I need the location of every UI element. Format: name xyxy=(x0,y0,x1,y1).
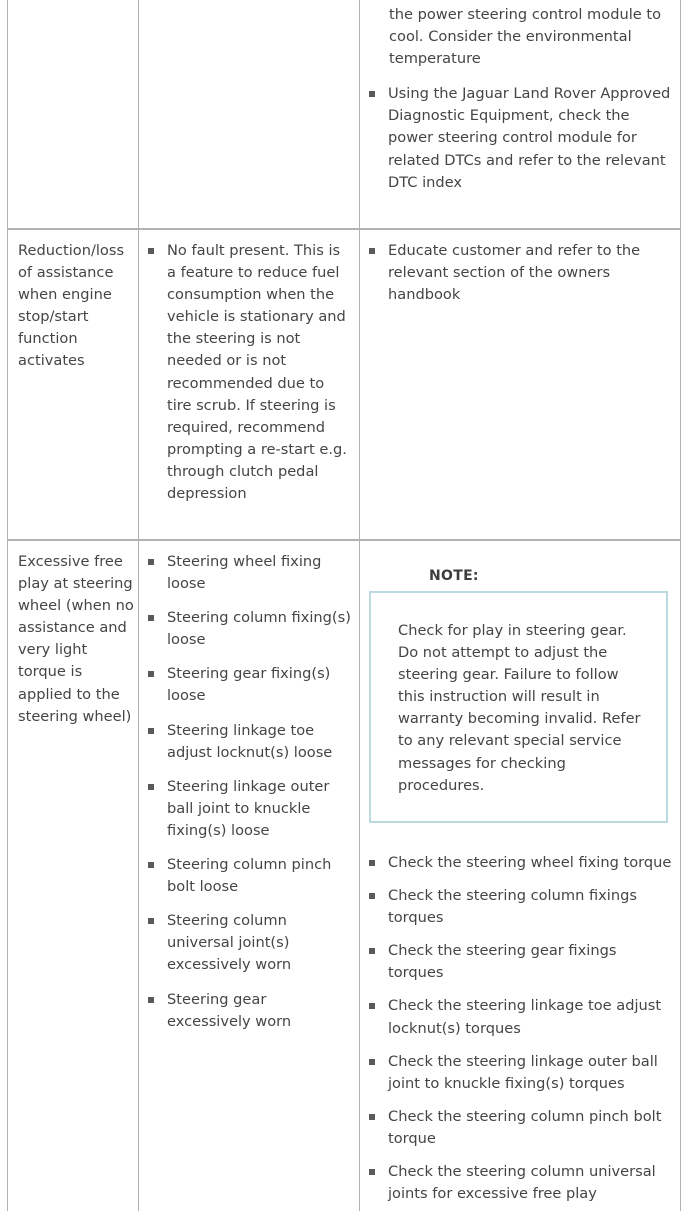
action-cell xyxy=(367,240,672,318)
action-cell xyxy=(367,852,676,1216)
condition-cell: Excessive free play at steering wheel (when no assistance and very light torque is applied to the steering wheel) xyxy=(18,553,134,725)
action-cell xyxy=(367,4,672,206)
row-divider-1 xyxy=(7,228,681,230)
condition-cell: Reduction/loss of assistance when engine stop/start function activates xyxy=(18,242,125,370)
list-item: Check the steering wheel fixing torque xyxy=(367,852,676,874)
list-item: Educate customer and refer to the relevant section of the owners handbook xyxy=(367,240,672,306)
list-item: Check the steering gear fixings torques xyxy=(367,940,676,984)
list-item: Check the steering column pinch bolt torque xyxy=(367,1106,676,1150)
row-divider-2 xyxy=(7,539,681,541)
note-text: Check for play in steering gear. Do not attempt to adjust the steering gear. Failure to follow this instruction will result in warranty becoming invalid. Refer to any relevant special service messages for checking procedures. xyxy=(398,622,641,794)
list-item: Steering gear fixing(s) loose xyxy=(146,663,352,707)
list-item: Steering linkage toe adjust locknut(s) loose xyxy=(146,720,352,764)
list-item: Steering gear excessively worn xyxy=(146,989,352,1033)
list-item: Check the steering linkage outer ball joint to knuckle fixing(s) torques xyxy=(367,1051,676,1095)
list-item: Steering column fixing(s) loose xyxy=(146,607,352,651)
list-item: Check the steering column universal joints for excessive free play xyxy=(367,1161,676,1205)
cause-list xyxy=(146,551,352,1033)
action-list xyxy=(367,240,672,306)
list-item: Steering column universal joint(s) excessively worn xyxy=(146,910,352,976)
table-border-right xyxy=(680,0,681,1211)
list-item: Steering wheel fixing loose xyxy=(146,551,352,595)
table-border-col2 xyxy=(359,0,360,1211)
cause-cell xyxy=(146,240,352,517)
list-item: Steering linkage outer ball joint to knuckle fixing(s) loose xyxy=(146,776,352,842)
action-list xyxy=(367,852,676,1205)
list-item: Using the Jaguar Land Rover Approved Diagnostic Equipment, check the power steering control module for related DTCs and refer to the relevant DTC index xyxy=(367,83,672,193)
list-item: No fault present. This is a feature to reduce fuel consumption when the vehicle is stationary and the steering is not needed or is not recommended due to tire scrub. If steering is required, recommend prompting a re-start e.g. through clutch pedal depression xyxy=(146,240,352,505)
cause-list xyxy=(146,240,352,505)
action-list xyxy=(367,83,672,193)
cause-cell xyxy=(146,551,352,1045)
list-item: Check the steering column fixings torques xyxy=(367,885,676,929)
list-item: Check the steering linkage toe adjust locknut(s) torques xyxy=(367,995,676,1039)
action-text-continued: the power steering control module to cool. Consider the environmental temperature xyxy=(389,6,662,68)
note-label: NOTE: xyxy=(429,568,479,584)
table-border-col1 xyxy=(138,0,139,1211)
table-border-left xyxy=(7,0,8,1211)
list-item: Steering column pinch bolt loose xyxy=(146,854,352,898)
